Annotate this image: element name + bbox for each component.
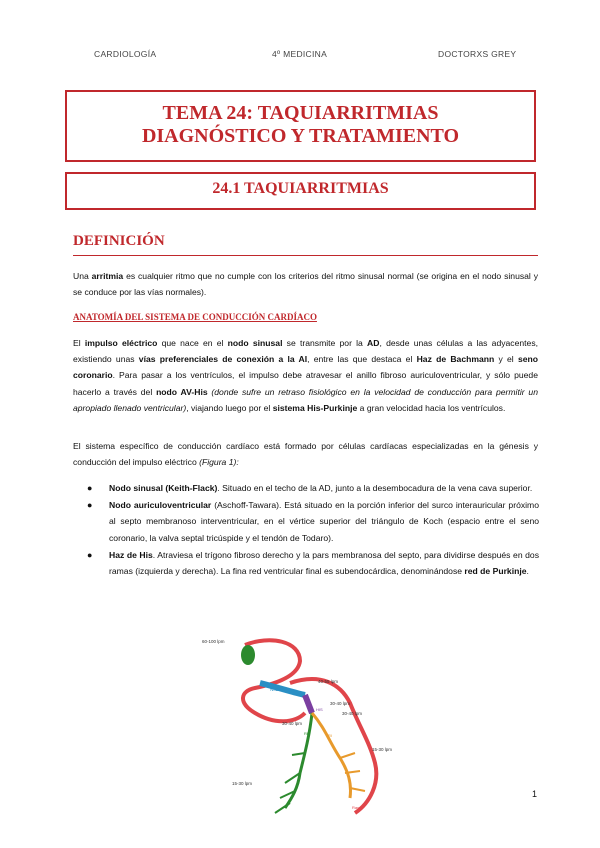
label-av-node: Nodo AV [270, 687, 288, 692]
text: y el [494, 354, 518, 365]
conduction-list [87, 480, 539, 580]
label-purkinje-right: 15-30 lpm [232, 781, 253, 786]
list-item [87, 547, 539, 579]
bold-term: sistema His-Purkinje [272, 402, 358, 413]
page-number: 1 [532, 789, 538, 799]
bold-term: seno coronario [73, 354, 539, 381]
text: es cualquier ritmo que no cumple con los criterios del ritmo sinusal normal (se origina en el nodo sinusal y se conduce por las vías normales). [73, 271, 539, 298]
label-his: HIS [316, 707, 323, 712]
text: . Atraviesa el trígono fibroso derecho y la pars membranosa del septo, para dividirse después en dos ramas (izquierda y derecha). La fina red ventricular final es subendocárdica, denominándose [109, 549, 540, 577]
title-line-1: TEMA 24: TAQUIARRITMIAS [162, 102, 439, 124]
bold-term: Nodo auriculoventricular [109, 500, 212, 511]
bold-term: AD [367, 338, 380, 348]
text: , entre las que destaca el [307, 354, 417, 365]
bold-term: Nodo sinusal (Keith-Flack) [109, 483, 218, 493]
bold-term: nodo sinusal [227, 338, 283, 348]
text: El sistema específico de conducción cardíaco está formado por células cardíacas especializadas en la génesis y conducción del impulso eléctrico [73, 441, 538, 468]
label-rate-his: 30-40 lpm [330, 701, 351, 706]
bold-term: Haz de Bachmann [416, 354, 495, 365]
anatomy-paragraph [73, 335, 538, 416]
label-lb: RI [328, 733, 332, 738]
text: . Para pasar a los ventrículos, el impulso debe atravesar el anillo fibroso auriculoventricular, y sólo puede hacerlo a través del [73, 370, 538, 397]
conduction-system-figure [200, 633, 400, 825]
anatomy-heading: ANATOMÍA DEL SISTEMA DE CONDUCCIÓN CARDÍACO [73, 312, 317, 322]
section-heading-definicion: DEFINICIÓN [73, 233, 538, 256]
bold-term: impulso eléctrico [84, 338, 158, 348]
purkinje-right-shape [275, 753, 305, 813]
text: . [526, 566, 529, 577]
definition-paragraph [73, 268, 538, 300]
text: se transmite por la [282, 338, 368, 348]
subtitle: 24.1 TAQUIARRITMIAS [212, 180, 389, 197]
system-paragraph [73, 438, 538, 470]
text: El [73, 338, 85, 348]
label-purkinje-left: 15-30 lpm [372, 747, 393, 752]
bold-term: arritmia [91, 271, 124, 281]
his-bundle-shape [305, 695, 312, 713]
text: , viajando luego por el [186, 402, 273, 413]
text: , desde unas células a las adyacentes, existiendo unas [73, 338, 539, 365]
sa-node-shape [241, 645, 255, 665]
purkinje-left-shape [340, 753, 365, 791]
text: Una [73, 271, 92, 281]
label-sa-node: Nodo sinusal [258, 649, 285, 654]
text: a gran velocidad hacia los ventrículos. [357, 402, 506, 413]
bullet-icon: ● [87, 549, 93, 560]
bold-term: Haz de His [109, 549, 153, 560]
bullet-icon: ● [87, 483, 93, 493]
title-line-2: DIAGNÓSTICO Y TRATAMIENTO [141, 125, 460, 147]
label-rate-left: 30-40 lpm [342, 711, 363, 716]
header-course: 4º MEDICINA [272, 49, 328, 59]
label-rate-av: 40-55 lpm [318, 679, 339, 684]
subtitle-box [65, 172, 536, 210]
italic-text: (donde sufre un retraso fisiológico en la velocidad de conducción para permitir un apropiado llenado ventricular) [73, 386, 538, 413]
bold-term: nodo AV-His [156, 386, 208, 397]
header-subject: CARDIOLOGÍA [94, 49, 157, 59]
bold-term: vías preferenciales de conexión a la AI [138, 354, 308, 365]
label-rama: Rama [352, 805, 363, 810]
bullet-icon: ● [87, 500, 93, 511]
label-rate-sa: 60-100 lpm [202, 639, 225, 644]
italic-text: (Figura 1): [199, 457, 239, 468]
list-item [87, 480, 539, 496]
text: que nace en el [157, 338, 228, 348]
header-author: DOCTORXS GREY [438, 49, 517, 59]
label-rb: RD [304, 731, 310, 736]
label-rate-right: 30-40 lpm [282, 721, 303, 726]
title-box [65, 90, 536, 162]
text: . Situado en el techo de la AD, junto a la desembocadura de la vena cava superior. [217, 483, 533, 493]
list-item [87, 497, 539, 546]
text: (Aschoff-Tawara). Está situado en la porción inferior del surco interauricular próximo al septo membranoso interventricular, en el vértice superior del triángulo de Koch (espacio entre el seno coronario, la valva septal tricúspide y el tendón de Todaro). [109, 500, 539, 543]
bold-term: red de Purkinje [464, 566, 527, 577]
